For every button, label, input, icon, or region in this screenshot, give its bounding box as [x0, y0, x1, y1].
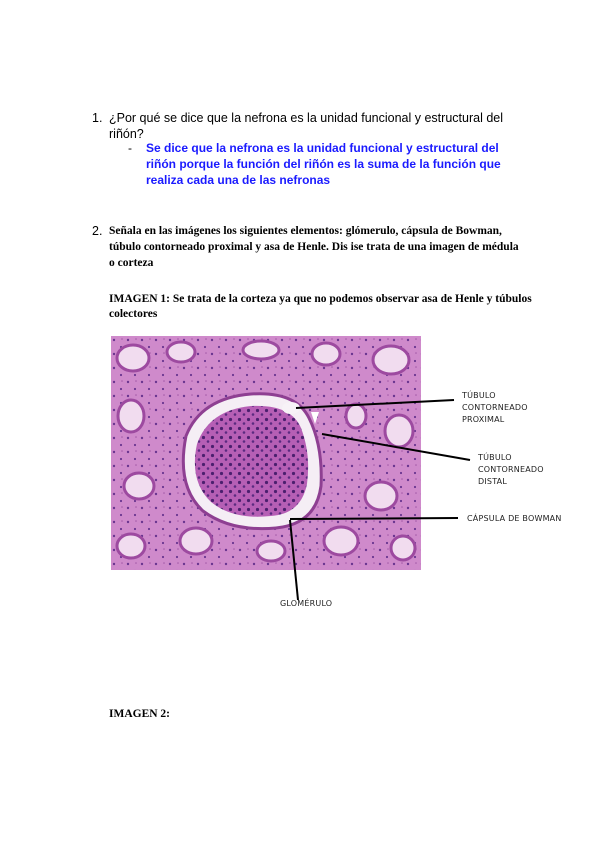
question-1-number: 1. — [92, 111, 103, 125]
answer-text: Se dice que la nefrona es la unidad funcional y estructural del riñón porque la función del riñón es la suma de la función que realiza cada una de las nefronas — [146, 141, 501, 187]
glomerulo-pointer-line — [290, 520, 298, 600]
bowman-pointer-line — [290, 518, 458, 519]
label-proximal-line1: TÚBULO — [462, 391, 496, 400]
label-proximal — [462, 390, 528, 426]
image-1-caption: IMAGEN 1: Se trata de la corteza ya que no podemos observar asa de Henle y túbulos colectores — [109, 293, 532, 320]
image-2-caption: IMAGEN 2: — [109, 708, 171, 720]
question-2-text: Señala en las imágenes los siguientes elementos: glómerulo, cápsula de Bowman, túbulo contorneado proximal y asa de Henle. Dis ise trata de una imagen de médula o corteza — [109, 225, 519, 269]
label-distal-line2: CONTORNEADO — [478, 465, 544, 474]
label-proximal-line3: PROXIMAL — [462, 415, 505, 424]
question-1-text: ¿Por qué se dice que la nefrona es la unidad funcional y estructural del riñón? — [109, 111, 503, 141]
label-distal-line3: DISTAL — [478, 477, 507, 486]
question-2-number: 2. — [92, 224, 103, 238]
label-distal — [478, 452, 544, 488]
label-proximal-line2: CONTORNEADO — [462, 403, 528, 412]
label-glomerulo: GLOMÉRULO — [280, 599, 333, 608]
answer-bullet: - — [128, 141, 132, 155]
proximal-pointer-line — [296, 400, 454, 408]
distal-pointer-line — [322, 434, 470, 460]
label-bowman: CÁPSULA DE BOWMAN — [467, 514, 562, 523]
label-distal-line1: TÚBULO — [478, 453, 512, 462]
